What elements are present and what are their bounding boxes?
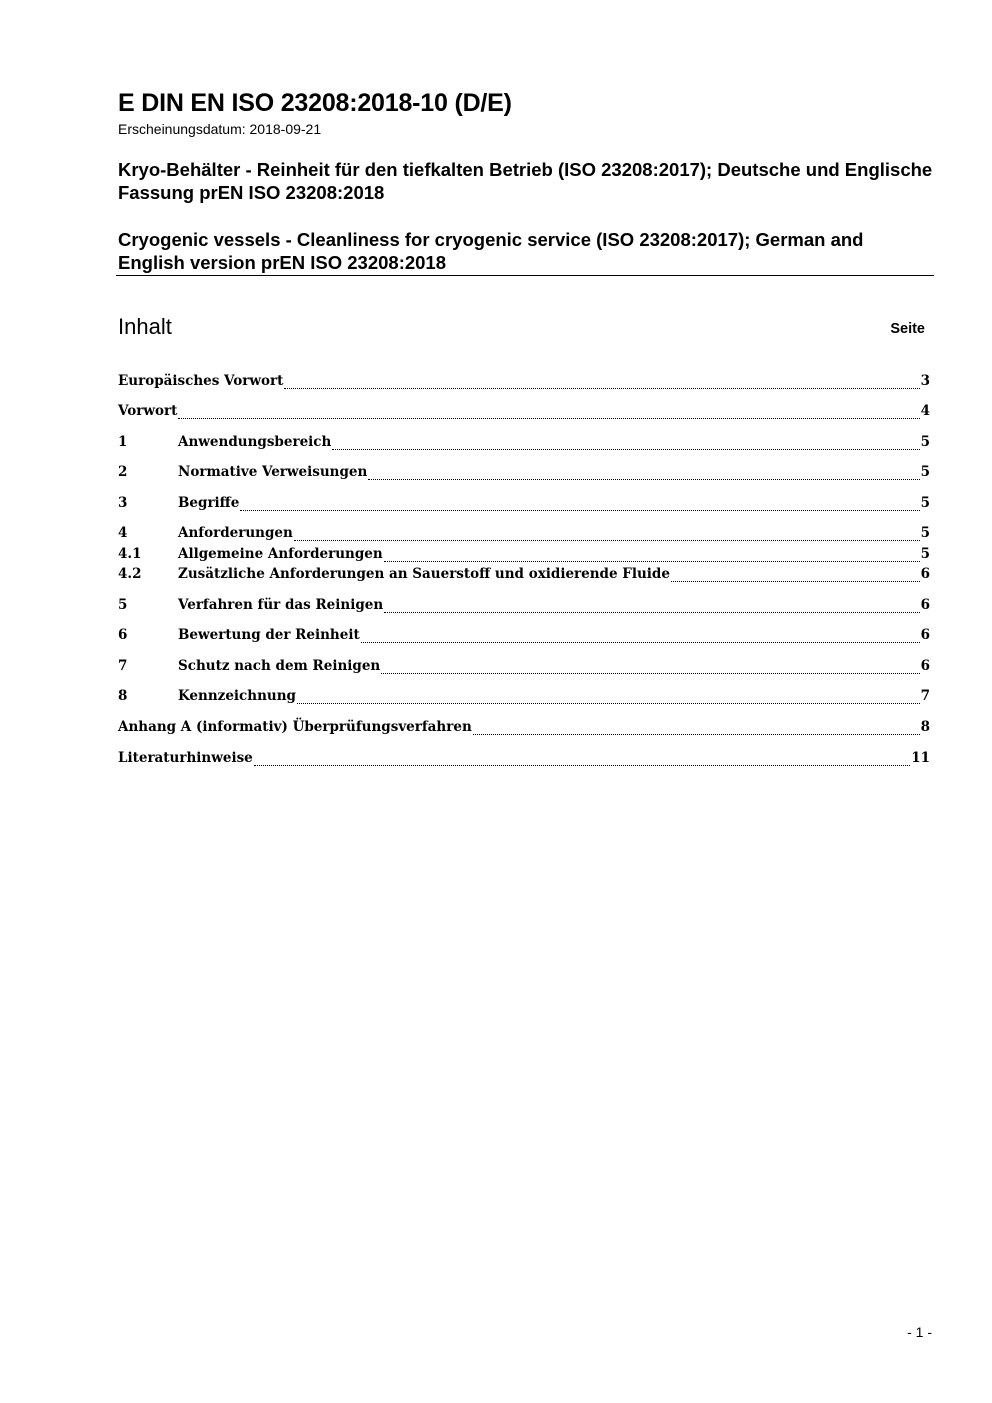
toc-dot-leader [294,540,920,541]
toc-entry-title: Literaturhinweise [118,750,253,766]
toc-entry[interactable] [118,546,930,566]
toc-dot-leader [473,734,920,735]
toc-dot-leader [254,765,910,766]
toc-entry-title: Verfahren für das Reinigen [178,597,384,613]
toc-entry-title: Allgemeine Anforderungen [178,546,383,562]
toc-entry-title: Bewertung der Reinheit [178,627,360,643]
toc-dot-leader [284,388,919,389]
toc-heading: Inhalt [118,314,172,339]
toc-entry-page: 4 [920,403,930,419]
toc-entry-page: 6 [920,566,930,582]
toc-entry[interactable] [118,597,930,617]
toc-entry-title: Anwendungsbereich [178,434,332,450]
toc-entry-number: 4 [118,525,128,541]
toc-entry-page: 5 [920,495,930,511]
toc-entry[interactable] [118,627,930,647]
toc-entry[interactable] [118,750,930,770]
toc-dot-leader [361,642,920,643]
toc-dot-leader [384,612,919,613]
toc-entry-page: 6 [920,627,930,643]
toc-entry-page: 7 [920,688,930,704]
page-number: - 1 - [907,1324,932,1340]
toc-entry-page: 6 [920,658,930,674]
toc-entry-page: 5 [920,525,930,541]
toc-entry-title: Kennzeichnung [178,688,296,704]
toc-entry-title: Schutz nach dem Reinigen [178,658,381,674]
toc-entry[interactable] [118,719,930,739]
toc-entry-title: Anhang A (informativ) Überprüfungsverfahren [118,719,472,735]
toc-entry-page: 5 [920,546,930,562]
toc-entry-number: 4.2 [118,566,142,582]
toc-entry[interactable] [118,464,930,484]
toc-entry[interactable] [118,434,930,454]
toc-entry-page: 5 [920,434,930,450]
toc-entry[interactable] [118,403,930,423]
toc-entry-number: 1 [118,434,128,450]
toc-dot-leader [381,673,919,674]
toc-dot-leader [297,703,920,704]
toc-entry-title: Anforderungen [178,525,293,541]
toc-dot-leader [671,581,920,582]
toc-entry-number: 5 [118,597,128,613]
header-divider [116,275,934,276]
toc-dot-leader [384,561,920,562]
toc-entry[interactable] [118,495,930,515]
toc-entry-title: Zusätzliche Anforderungen an Sauerstoff und oxidierende Fluide [178,566,670,582]
toc-entry-number: 2 [118,464,128,480]
toc-entry-page: 5 [920,464,930,480]
title-german: Kryo-Behälter - Reinheit für den tiefkalten Betrieb (ISO 23208:2017); Deutsche und Englische Fassung prEN ISO 23208:2018 [118,159,933,203]
toc-entry-title: Europäisches Vorwort [118,373,284,389]
toc-page-label: Seite [890,321,925,337]
toc-entry-number: 4.1 [118,546,142,562]
toc-entry-number: 6 [118,627,128,643]
title-english: Cryogenic vessels - Cleanliness for cryogenic service (ISO 23208:2017); German and English version prEN ISO 23208:2018 [118,229,864,273]
toc-entry-number: 3 [118,495,128,511]
toc-entry-title: Begriffe [178,495,240,511]
toc-entry[interactable] [118,658,930,678]
toc-entry-number: 8 [118,688,128,704]
publication-date: Erscheinungsdatum: 2018-09-21 [118,121,322,137]
toc-dot-leader [240,510,919,511]
toc-entry-page: 3 [920,373,930,389]
toc-entry-number: 7 [118,658,128,674]
toc-dot-leader [332,449,919,450]
toc-entry[interactable] [118,525,930,545]
toc-entry-page: 6 [920,597,930,613]
toc-entry[interactable] [118,566,930,586]
toc-entry-page: 11 [911,750,930,766]
toc-dot-leader [178,418,919,419]
toc-entry[interactable] [118,688,930,708]
toc-entry-title: Vorwort [118,403,178,419]
toc-entry-page: 8 [920,719,930,735]
doc-title: E DIN EN ISO 23208:2018-10 (D/E) [118,89,512,117]
toc-entry-title: Normative Verweisungen [178,464,368,480]
toc-entry[interactable] [118,373,930,393]
toc-dot-leader [368,479,919,480]
